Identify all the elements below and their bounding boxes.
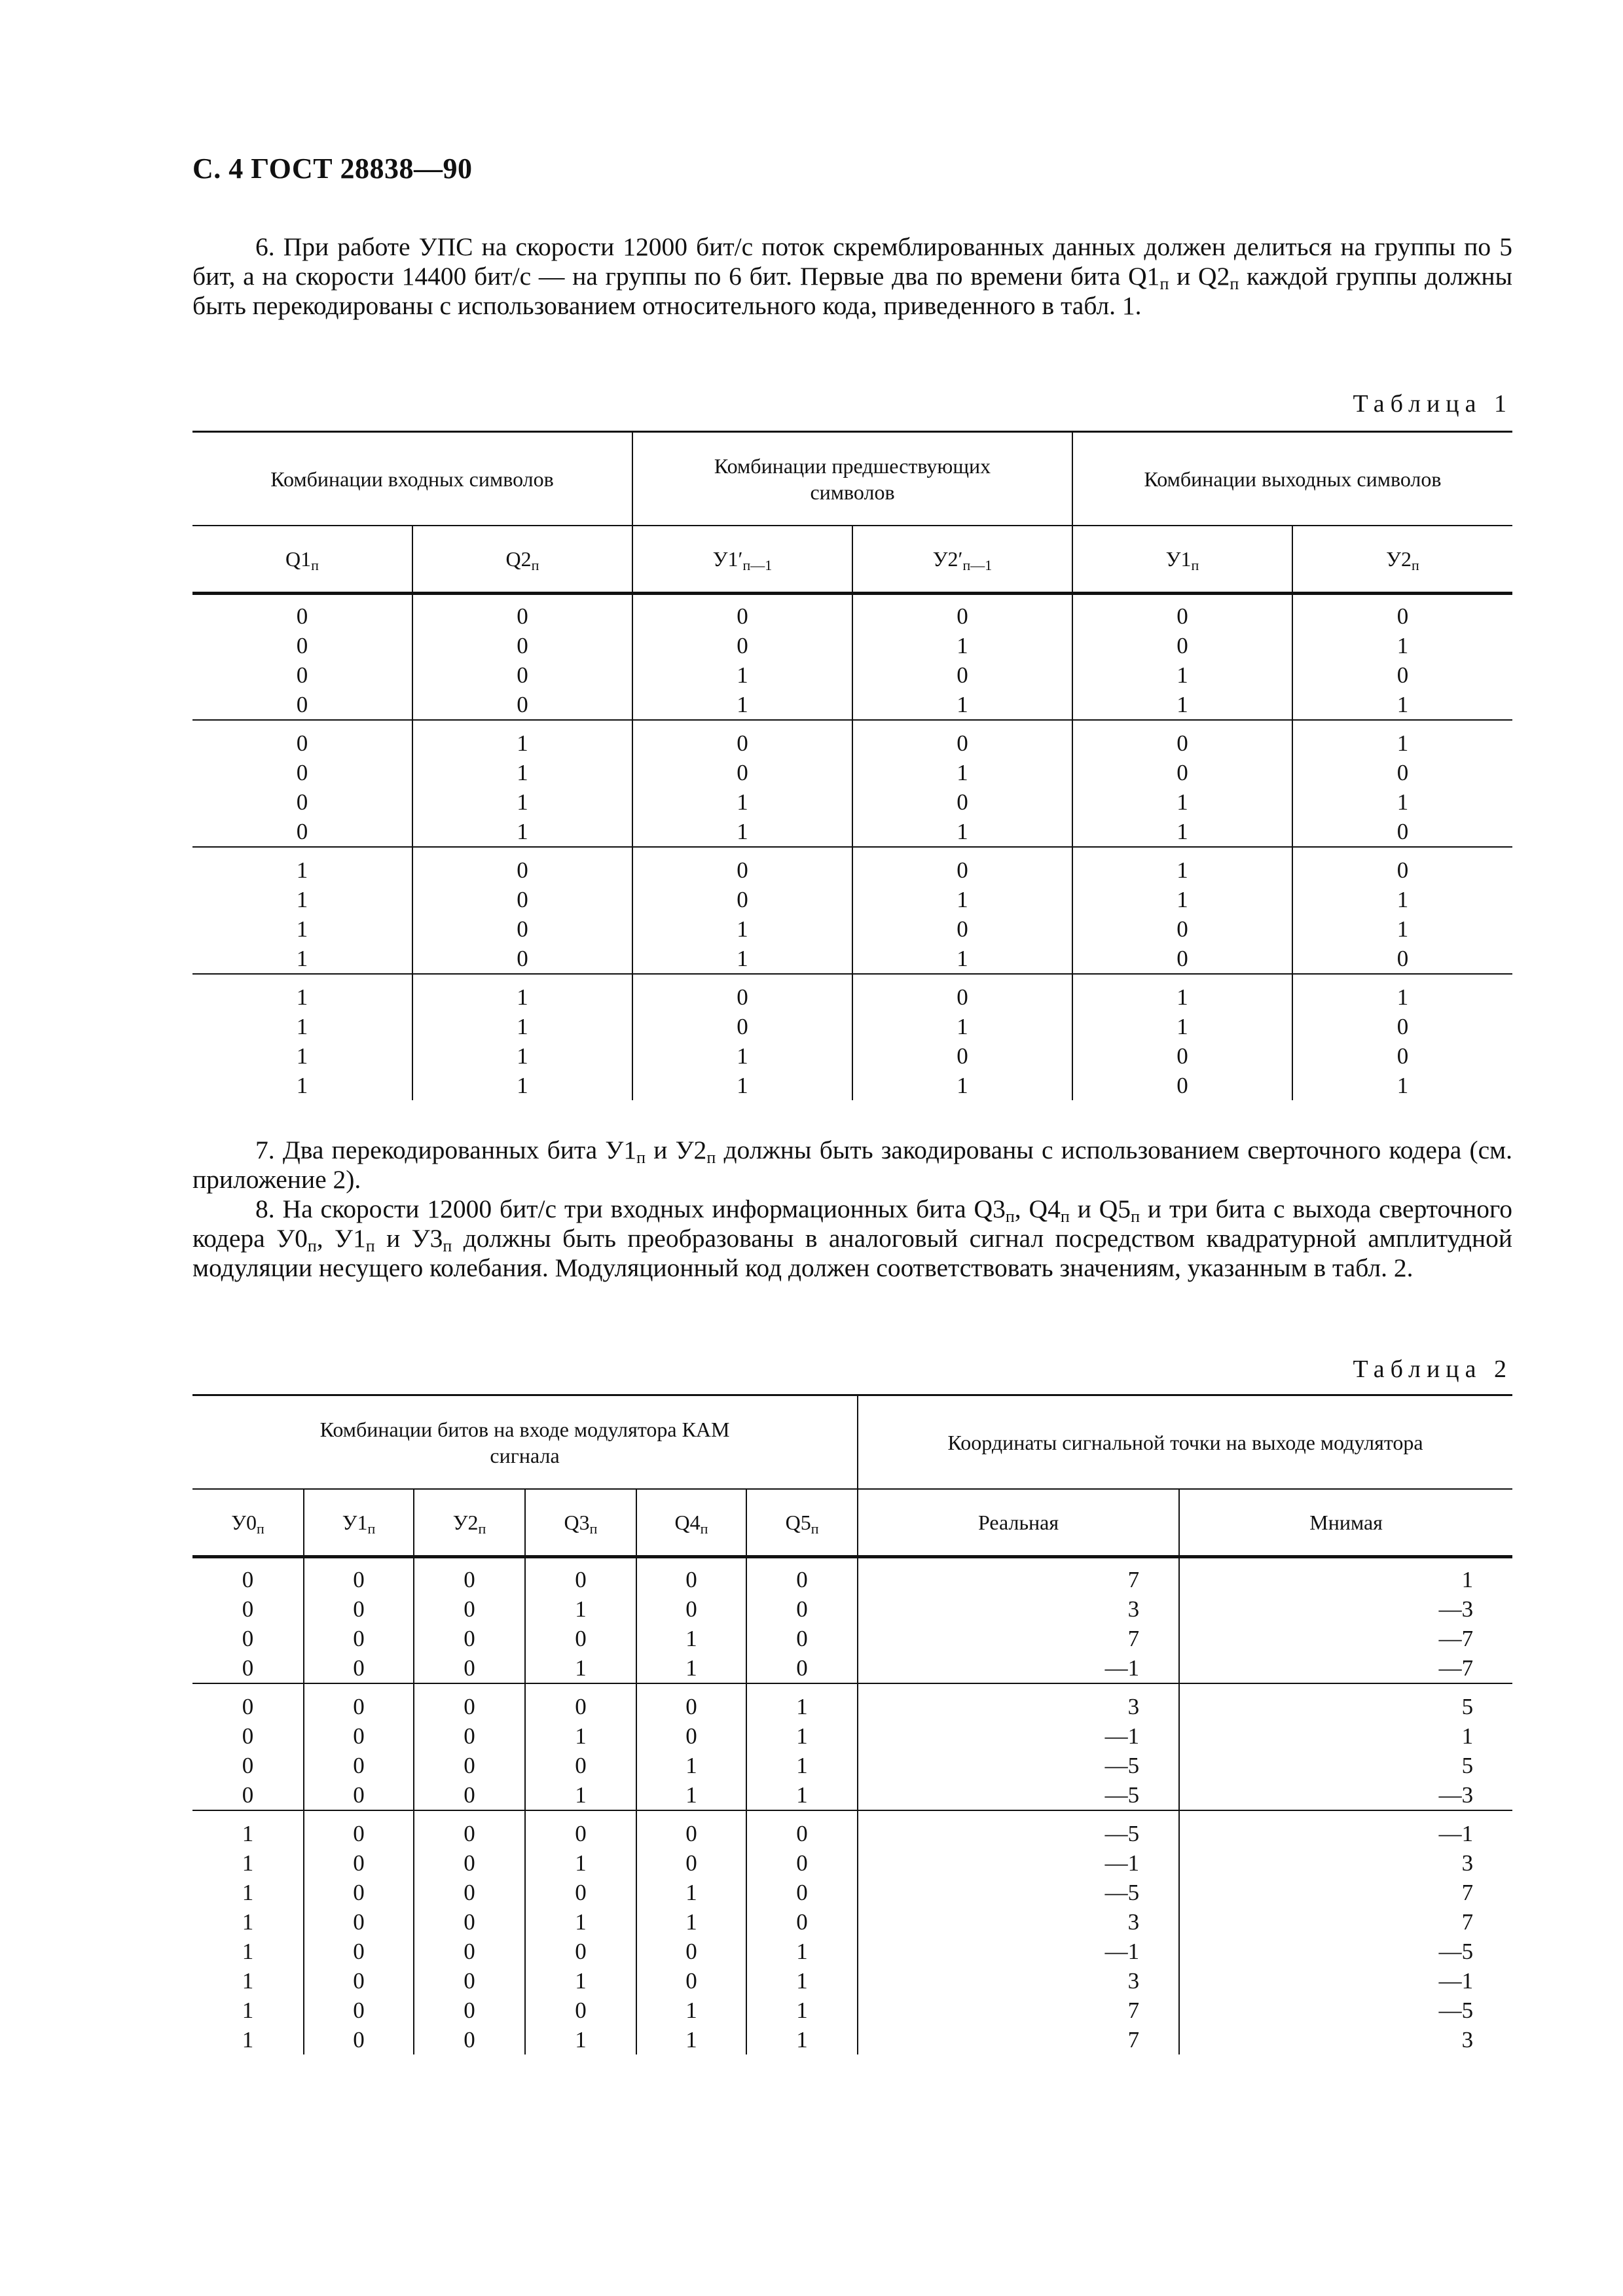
table-cell: 0 bbox=[636, 1594, 746, 1624]
table-cell: 0 bbox=[1072, 944, 1292, 974]
table-row bbox=[192, 1683, 1512, 1721]
table-cell: 0 bbox=[296, 633, 308, 658]
table-cell: 1 bbox=[746, 1996, 858, 2025]
table-row bbox=[192, 1653, 1512, 1683]
table-row bbox=[192, 1012, 1512, 1041]
table-cell: 1 bbox=[412, 1012, 632, 1041]
table-cell: 1 bbox=[746, 1780, 858, 1810]
table-cell: 0 bbox=[304, 1653, 414, 1683]
table-cell: 0 bbox=[746, 1594, 858, 1624]
table-cell: 0 bbox=[304, 1966, 414, 1996]
table-cell: 5 bbox=[1179, 1683, 1512, 1721]
table-cell: 1 bbox=[1072, 847, 1292, 885]
table-cell: 1 bbox=[1292, 631, 1512, 660]
table-cell: 0 bbox=[414, 1624, 525, 1653]
table-cell: 1 bbox=[852, 1071, 1072, 1100]
table-cell: 0 bbox=[1292, 1012, 1512, 1041]
table-cell: 0 bbox=[192, 1683, 304, 1721]
table-cell: 0 bbox=[852, 720, 1072, 758]
table-cell: 1 bbox=[412, 758, 632, 787]
table-row bbox=[192, 1594, 1512, 1624]
table-cell: 1 bbox=[1072, 787, 1292, 817]
table-2 bbox=[192, 1394, 1512, 2054]
table-1-caption: Таблица 1 bbox=[1353, 390, 1512, 418]
table-cell: —3 bbox=[1179, 1594, 1512, 1624]
table-cell: 1 bbox=[1292, 720, 1512, 758]
table-row bbox=[192, 787, 1512, 817]
table-row bbox=[192, 720, 1512, 758]
table-cell: —1 bbox=[1179, 1966, 1512, 1996]
table-cell: 1 bbox=[525, 1907, 636, 1937]
table-1-group-header: Комбинации предшествующих символов bbox=[632, 432, 1072, 526]
table-cell: 1 bbox=[412, 974, 632, 1012]
table-cell: 1 bbox=[852, 885, 1072, 914]
table-cell: 0 bbox=[636, 1937, 746, 1966]
table-row bbox=[192, 1071, 1512, 1100]
table-cell: 0 bbox=[1292, 758, 1512, 787]
table-cell: 0 bbox=[296, 603, 308, 629]
table-cell: 3 bbox=[858, 1966, 1179, 1996]
table-cell: 1 bbox=[1072, 690, 1292, 720]
table-cell: 1 bbox=[636, 1780, 746, 1810]
table-cell: 0 bbox=[1292, 1041, 1512, 1071]
table-cell: 0 bbox=[304, 1683, 414, 1721]
table-2-column-header: $У1_п$ bbox=[304, 1489, 414, 1557]
table-cell: 0 bbox=[1292, 847, 1512, 885]
table-cell: 1 bbox=[412, 720, 632, 758]
table-cell: 0 bbox=[304, 1996, 414, 2025]
table-row bbox=[192, 1966, 1512, 1996]
table-cell: 1 bbox=[1072, 1012, 1292, 1041]
table-row bbox=[192, 660, 1512, 690]
table-cell: 0 bbox=[304, 1937, 414, 1966]
table-cell: 1 bbox=[852, 758, 1072, 787]
table-cell: 1 bbox=[852, 817, 1072, 847]
table-row bbox=[192, 1780, 1512, 1810]
table-row bbox=[192, 2025, 1512, 2054]
table-cell: 0 bbox=[304, 1810, 414, 1848]
table-cell: 0 bbox=[414, 1937, 525, 1966]
table-cell: 0 bbox=[304, 1751, 414, 1780]
table-cell: 1 bbox=[525, 1653, 636, 1683]
table-cell: 1 bbox=[1292, 974, 1512, 1012]
table-cell: 0 bbox=[525, 1683, 636, 1721]
table-row bbox=[192, 1721, 1512, 1751]
table-cell: 0 bbox=[525, 1624, 636, 1653]
table-cell: 0 bbox=[414, 1557, 525, 1595]
table-cell: 1 bbox=[242, 2027, 254, 2053]
table-cell: 1 bbox=[632, 660, 852, 690]
table-2-column-header: Реальная bbox=[858, 1489, 1179, 1557]
table-cell: 0 bbox=[412, 944, 632, 974]
table-cell: 3 bbox=[858, 1683, 1179, 1721]
paragraph-8: 8. На скорости 12000 бит/с три входных информационных бита $Q3_п$, $Q4_п$ и $Q5_п$ и три бита с выхода сверточного кодера $У0_п$, $У1_п$ и $У3_п$ должны быть преобразованы в аналоговый сигнал посредством квадратурной амплитудной модуляции несущего колебания. Модуляционный код должен соответствовать значениям, указанным в табл. 2. bbox=[192, 1194, 1512, 1282]
table-cell: 1 bbox=[1179, 1557, 1512, 1595]
table-row bbox=[192, 885, 1512, 914]
table-cell: 1 bbox=[525, 1594, 636, 1624]
table-cell: 1 bbox=[852, 944, 1072, 974]
table-cell: —1 bbox=[858, 1653, 1179, 1683]
table-cell: 0 bbox=[746, 1557, 858, 1595]
table-cell: 0 bbox=[414, 1780, 525, 1810]
table-row bbox=[192, 817, 1512, 847]
table-cell: 1 bbox=[1292, 690, 1512, 720]
table-cell: 0 bbox=[242, 1596, 254, 1622]
table-cell: 0 bbox=[1072, 1041, 1292, 1071]
table-cell: 1 bbox=[412, 1071, 632, 1100]
table-cell: 0 bbox=[1292, 594, 1512, 632]
table-cell: 0 bbox=[412, 660, 632, 690]
table-cell: 0 bbox=[412, 690, 632, 720]
table-cell: 1 bbox=[296, 916, 308, 942]
table-cell: 0 bbox=[304, 1721, 414, 1751]
table-cell: 1 bbox=[1179, 1721, 1512, 1751]
table-cell: 1 bbox=[636, 1624, 746, 1653]
table-cell: 1 bbox=[296, 946, 308, 971]
table-cell: 1 bbox=[746, 1751, 858, 1780]
table-2-group-header: Комбинации битов на входе модулятора КАМ сигнала bbox=[192, 1395, 858, 1490]
table-cell: 1 bbox=[632, 944, 852, 974]
table-cell: 1 bbox=[242, 1909, 254, 1935]
table-2-column-header: $Q5_п$ bbox=[746, 1489, 858, 1557]
table-cell: 1 bbox=[192, 1810, 304, 1848]
table-cell: 0 bbox=[632, 594, 852, 632]
table-cell: 1 bbox=[632, 914, 852, 944]
table-cell: 0 bbox=[525, 1751, 636, 1780]
table-cell: 1 bbox=[746, 1721, 858, 1751]
table-cell: 0 bbox=[412, 631, 632, 660]
table-cell: 0 bbox=[242, 1753, 254, 1778]
table-1-group-header: Комбинации входных символов bbox=[192, 432, 632, 526]
table-cell: 0 bbox=[304, 1557, 414, 1595]
table-cell: 0 bbox=[414, 1594, 525, 1624]
table-cell: 3 bbox=[858, 1907, 1179, 1937]
table-cell: 1 bbox=[525, 1848, 636, 1878]
table-2-column-header: $У2_п$ bbox=[414, 1489, 525, 1557]
table-cell: 1 bbox=[412, 817, 632, 847]
table-cell: 1 bbox=[242, 1880, 254, 1905]
table-cell: 0 bbox=[414, 1751, 525, 1780]
table-cell: 0 bbox=[412, 914, 632, 944]
table-cell: 0 bbox=[632, 631, 852, 660]
table-row bbox=[192, 1557, 1512, 1595]
table-cell: 3 bbox=[1179, 2025, 1512, 2054]
table-cell: 0 bbox=[192, 720, 412, 758]
table-cell: 1 bbox=[636, 1996, 746, 2025]
table-cell: 1 bbox=[636, 1878, 746, 1907]
table-cell: 1 bbox=[296, 887, 308, 912]
table-2-column-header: Мнимая bbox=[1179, 1489, 1512, 1557]
table-cell: 0 bbox=[636, 1810, 746, 1848]
table-cell: 1 bbox=[852, 690, 1072, 720]
table-2-column-header: $У0_п$ bbox=[192, 1489, 304, 1557]
table-cell: 0 bbox=[632, 847, 852, 885]
table-cell: —5 bbox=[858, 1810, 1179, 1848]
table-cell: 0 bbox=[296, 662, 308, 688]
table-row bbox=[192, 1878, 1512, 1907]
table-cell: 1 bbox=[632, 1071, 852, 1100]
table-cell: 1 bbox=[242, 1939, 254, 1964]
table-cell: 0 bbox=[525, 1557, 636, 1595]
table-cell: 1 bbox=[296, 1014, 308, 1039]
table-cell: 7 bbox=[858, 1996, 1179, 2025]
table-cell: 1 bbox=[242, 1968, 254, 1994]
table-row bbox=[192, 1751, 1512, 1780]
table-1-column-header: $У2'_{п—1}$ bbox=[852, 526, 1072, 594]
table-cell: 1 bbox=[242, 1998, 254, 2023]
table-1-body bbox=[192, 594, 1512, 1101]
table-cell: 1 bbox=[746, 1683, 858, 1721]
page-header: С. 4 ГОСТ 28838—90 bbox=[192, 152, 473, 185]
table-cell: 0 bbox=[632, 885, 852, 914]
table-cell: 0 bbox=[1292, 817, 1512, 847]
table-cell: 0 bbox=[852, 847, 1072, 885]
table-1-column-header: $У2_п$ bbox=[1292, 526, 1512, 594]
table-row bbox=[192, 690, 1512, 720]
table-cell: —5 bbox=[858, 1878, 1179, 1907]
table-cell: 7 bbox=[858, 1557, 1179, 1595]
table-cell: 7 bbox=[858, 1624, 1179, 1653]
table-cell: 0 bbox=[746, 1848, 858, 1878]
table-cell: 0 bbox=[746, 1624, 858, 1653]
table-cell: 0 bbox=[1072, 594, 1292, 632]
table-cell: 1 bbox=[746, 2025, 858, 2054]
table-2-caption: Таблица 2 bbox=[1353, 1355, 1512, 1383]
table-row bbox=[192, 631, 1512, 660]
table-cell: 0 bbox=[242, 1655, 254, 1681]
table-cell: —7 bbox=[1179, 1624, 1512, 1653]
table-cell: 0 bbox=[304, 1848, 414, 1878]
table-cell: 0 bbox=[414, 1907, 525, 1937]
table-cell: 0 bbox=[1072, 631, 1292, 660]
table-row bbox=[192, 594, 1512, 632]
table-cell: —1 bbox=[858, 1721, 1179, 1751]
table-cell: —1 bbox=[1179, 1810, 1512, 1848]
table-cell: 1 bbox=[525, 2025, 636, 2054]
table-cell: 0 bbox=[636, 1848, 746, 1878]
table-cell: 1 bbox=[525, 1966, 636, 1996]
table-cell: 0 bbox=[632, 974, 852, 1012]
table-1-column-header: $Q1_п$ bbox=[192, 526, 412, 594]
table-row bbox=[192, 944, 1512, 974]
table-cell: 0 bbox=[304, 1907, 414, 1937]
table-cell: 1 bbox=[1292, 787, 1512, 817]
table-cell: 0 bbox=[414, 1996, 525, 2025]
table-cell: 0 bbox=[414, 2025, 525, 2054]
table-row bbox=[192, 1848, 1512, 1878]
table-cell: 0 bbox=[852, 1041, 1072, 1071]
table-2-column-header: $Q3_п$ bbox=[525, 1489, 636, 1557]
table-2-body bbox=[192, 1557, 1512, 2055]
table-cell: 1 bbox=[1292, 1071, 1512, 1100]
table-cell: 1 bbox=[296, 1043, 308, 1069]
table-cell: 1 bbox=[1072, 885, 1292, 914]
table-cell: 0 bbox=[852, 660, 1072, 690]
table-cell: 0 bbox=[746, 1653, 858, 1683]
table-cell: 0 bbox=[304, 1878, 414, 1907]
table-cell: 0 bbox=[852, 787, 1072, 817]
table-cell: 0 bbox=[632, 720, 852, 758]
table-cell: 1 bbox=[852, 631, 1072, 660]
table-cell: 7 bbox=[1179, 1907, 1512, 1937]
table-cell: 0 bbox=[852, 914, 1072, 944]
paragraph-6: 6. При работе УПС на скорости 12000 бит/с поток скремблированных данных должен делиться на группы по 5 бит, а на скорости 14400 бит/с — на группы по 6 бит. Первые два по времени бита $Q1_п$ и $Q2_п$ каждой группы должны быть перекодированы с использованием относительного кода, приведенного в табл. 1. bbox=[192, 232, 1513, 320]
table-1-column-header: $У1'_{п—1}$ bbox=[632, 526, 852, 594]
table-cell: 0 bbox=[746, 1810, 858, 1848]
table-cell: 1 bbox=[1072, 817, 1292, 847]
table-cell: 7 bbox=[858, 2025, 1179, 2054]
table-cell: 3 bbox=[858, 1594, 1179, 1624]
table-cell: 0 bbox=[242, 1567, 254, 1592]
table-2-group-header: Координаты сигнальной точки на выходе модулятора bbox=[858, 1395, 1512, 1490]
table-row bbox=[192, 1907, 1512, 1937]
table-cell: 1 bbox=[632, 787, 852, 817]
table-cell: —3 bbox=[1179, 1780, 1512, 1810]
table-1-column-header: $У1_п$ bbox=[1072, 526, 1292, 594]
table-cell: 1 bbox=[242, 1850, 254, 1876]
table-cell: 0 bbox=[852, 974, 1072, 1012]
table-2-column-header: $Q4_п$ bbox=[636, 1489, 746, 1557]
table-cell: 1 bbox=[525, 1780, 636, 1810]
table-row bbox=[192, 1041, 1512, 1071]
table-cell: 1 bbox=[636, 1653, 746, 1683]
table-cell: —7 bbox=[1179, 1653, 1512, 1683]
table-cell: 1 bbox=[1072, 974, 1292, 1012]
table-cell: 0 bbox=[296, 760, 308, 785]
table-cell: 0 bbox=[414, 1653, 525, 1683]
table-1-group-header: Комбинации выходных символов bbox=[1072, 432, 1512, 526]
table-cell: 1 bbox=[636, 2025, 746, 2054]
table-cell: 0 bbox=[242, 1723, 254, 1749]
table-cell: 0 bbox=[296, 789, 308, 815]
table-cell: 0 bbox=[304, 2025, 414, 2054]
table-cell: 0 bbox=[1292, 660, 1512, 690]
table-cell: 0 bbox=[414, 1721, 525, 1751]
table-cell: 3 bbox=[1179, 1848, 1512, 1878]
table-cell: 1 bbox=[632, 817, 852, 847]
table-cell: 1 bbox=[192, 974, 412, 1012]
table-cell: 1 bbox=[632, 1041, 852, 1071]
table-cell: 1 bbox=[412, 787, 632, 817]
table-cell: 0 bbox=[852, 594, 1072, 632]
table-row bbox=[192, 758, 1512, 787]
table-row bbox=[192, 1937, 1512, 1966]
table-cell: 1 bbox=[525, 1721, 636, 1751]
table-cell: 1 bbox=[632, 690, 852, 720]
table-cell: 0 bbox=[1072, 1071, 1292, 1100]
table-cell: 1 bbox=[746, 1937, 858, 1966]
table-cell: —1 bbox=[858, 1937, 1179, 1966]
table-row bbox=[192, 847, 1512, 885]
table-cell: 1 bbox=[852, 1012, 1072, 1041]
table-cell: 0 bbox=[1072, 758, 1292, 787]
table-cell: 0 bbox=[1072, 720, 1292, 758]
table-cell: 1 bbox=[1292, 914, 1512, 944]
table-cell: —5 bbox=[1179, 1996, 1512, 2025]
table-row bbox=[192, 1624, 1512, 1653]
table-cell: 0 bbox=[636, 1557, 746, 1595]
table-cell: 1 bbox=[192, 847, 412, 885]
table-row bbox=[192, 1996, 1512, 2025]
table-cell: 1 bbox=[1072, 660, 1292, 690]
table-cell: —5 bbox=[858, 1780, 1179, 1810]
table-cell: 0 bbox=[412, 594, 632, 632]
table-cell: —5 bbox=[858, 1751, 1179, 1780]
table-1-column-header: $Q2_п$ bbox=[412, 526, 632, 594]
table-cell: 0 bbox=[525, 1810, 636, 1848]
table-cell: 1 bbox=[412, 1041, 632, 1071]
table-cell: 0 bbox=[746, 1878, 858, 1907]
table-cell: 0 bbox=[632, 758, 852, 787]
table-cell: 0 bbox=[242, 1782, 254, 1808]
table-cell: 0 bbox=[414, 1966, 525, 1996]
table-cell: 0 bbox=[304, 1594, 414, 1624]
table-row bbox=[192, 1810, 1512, 1848]
table-cell: 1 bbox=[746, 1966, 858, 1996]
table-cell: —1 bbox=[858, 1848, 1179, 1878]
table-cell: 1 bbox=[1292, 885, 1512, 914]
table-cell: 0 bbox=[525, 1937, 636, 1966]
table-cell: 5 bbox=[1179, 1751, 1512, 1780]
paragraph-7: 7. Два перекодированных бита $У1_п$ и $У2_п$ должны быть закодированы с использованием сверточного кодера (см. приложение 2). bbox=[192, 1136, 1513, 1194]
table-cell: 0 bbox=[525, 1878, 636, 1907]
table-cell: 0 bbox=[636, 1721, 746, 1751]
table-cell: 0 bbox=[636, 1683, 746, 1721]
table-cell: 0 bbox=[414, 1878, 525, 1907]
table-cell: 0 bbox=[296, 692, 308, 717]
table-cell: 0 bbox=[414, 1848, 525, 1878]
table-row bbox=[192, 914, 1512, 944]
table-cell: 0 bbox=[242, 1626, 254, 1651]
table-row bbox=[192, 974, 1512, 1012]
table-cell: 1 bbox=[296, 1073, 308, 1098]
table-cell: 0 bbox=[525, 1996, 636, 2025]
table-1 bbox=[192, 431, 1512, 1100]
table-cell: 0 bbox=[296, 819, 308, 844]
table-cell: 0 bbox=[1292, 944, 1512, 974]
table-cell: 0 bbox=[304, 1780, 414, 1810]
table-cell: 7 bbox=[1179, 1878, 1512, 1907]
table-cell: 0 bbox=[412, 847, 632, 885]
table-cell: 1 bbox=[636, 1751, 746, 1780]
table-cell: 0 bbox=[412, 885, 632, 914]
table-cell: 0 bbox=[746, 1907, 858, 1937]
table-cell: 0 bbox=[304, 1624, 414, 1653]
table-cell: 0 bbox=[1072, 914, 1292, 944]
table-cell: 0 bbox=[636, 1966, 746, 1996]
table-cell: —5 bbox=[1179, 1937, 1512, 1966]
table-cell: 0 bbox=[632, 1012, 852, 1041]
table-cell: 0 bbox=[414, 1683, 525, 1721]
table-cell: 1 bbox=[636, 1907, 746, 1937]
table-cell: 0 bbox=[414, 1810, 525, 1848]
